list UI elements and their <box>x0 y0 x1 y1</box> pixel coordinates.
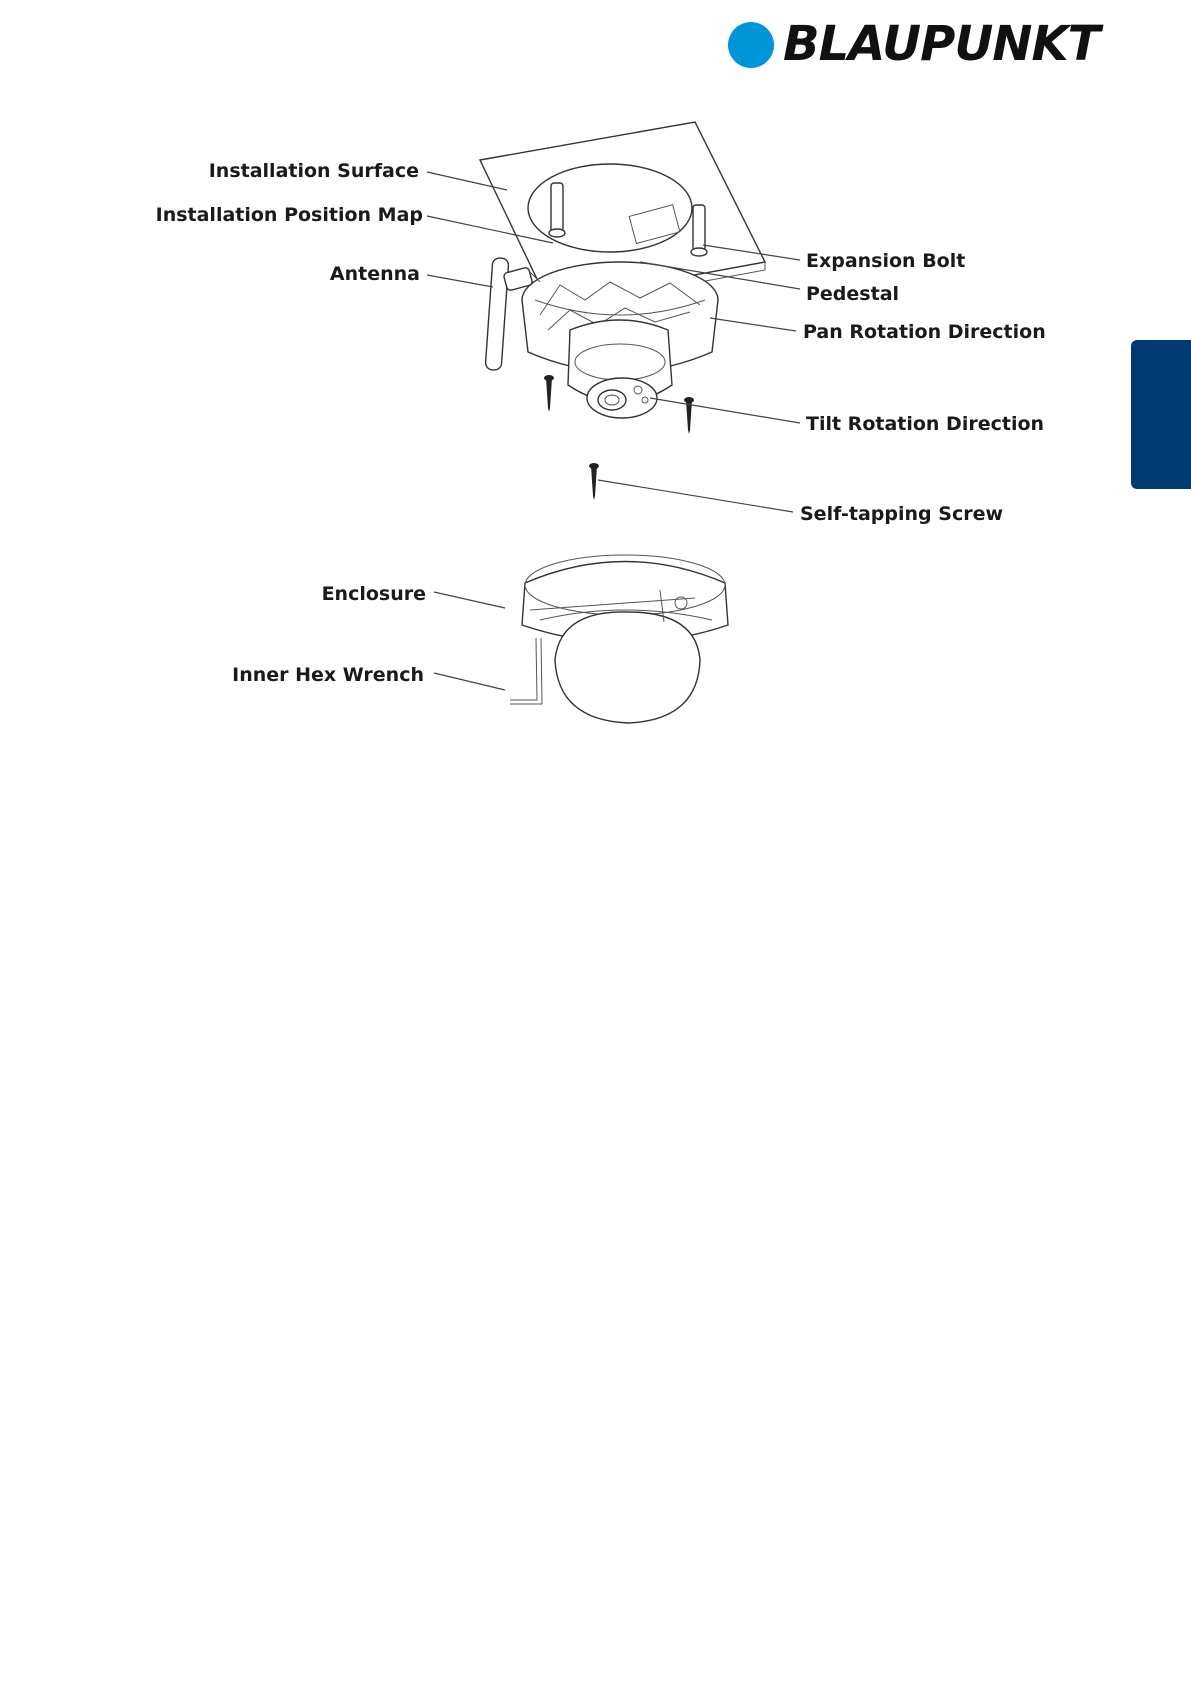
logo-wordmark: BLAUPUNKT <box>783 16 1100 72</box>
label-self-tapping-screw: Self-tapping Screw <box>800 503 1004 525</box>
leader-antenna <box>427 275 493 287</box>
camera-module-drawing <box>568 320 672 418</box>
label-tilt-rotation-direction: Tilt Rotation Direction <box>806 413 1045 435</box>
label-installation-position-map: Installation Position Map <box>155 204 423 226</box>
leader-tilt-rotation <box>650 398 800 423</box>
enclosure-drawing <box>522 555 728 723</box>
inner-hex-wrench-drawing <box>510 638 542 704</box>
leader-inner-hex-wrench <box>434 673 505 690</box>
label-installation-surface: Installation Surface <box>208 160 419 182</box>
leader-self-tapping-screw <box>598 480 793 512</box>
label-enclosure: Enclosure <box>321 583 426 605</box>
label-expansion-bolt: Expansion Bolt <box>806 250 966 272</box>
label-antenna: Antenna <box>329 263 420 285</box>
leader-enclosure <box>434 592 505 608</box>
label-inner-hex-wrench: Inner Hex Wrench <box>232 664 424 686</box>
label-pan-rotation-direction: Pan Rotation Direction <box>803 321 1046 343</box>
leader-pan-rotation <box>710 318 796 331</box>
label-pedestal: Pedestal <box>806 283 900 305</box>
